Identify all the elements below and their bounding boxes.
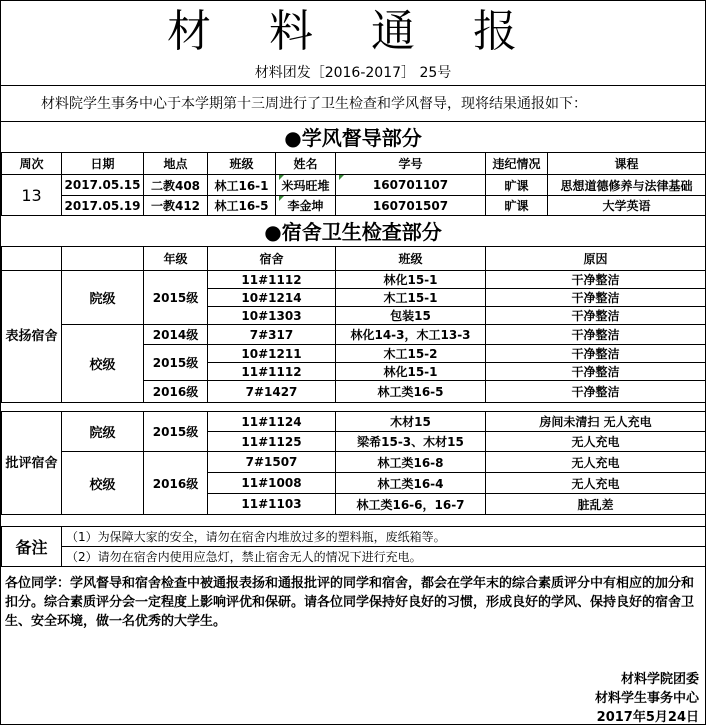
cell-room: 7#1507 xyxy=(208,452,336,473)
cell-course: 大学英语 xyxy=(548,196,706,216)
table-row xyxy=(2,452,706,473)
praise-table xyxy=(1,246,706,403)
cell-class: 林工类16-6，16-7 xyxy=(336,494,486,515)
grade-cell: 2015级 xyxy=(144,412,208,452)
cell-class: 林工类16-5 xyxy=(336,381,486,403)
cell-room: 7#1427 xyxy=(208,381,336,403)
criticize-school-label: 校级 xyxy=(62,452,144,515)
cell-room: 11#1125 xyxy=(208,432,336,452)
cell-room: 11#1008 xyxy=(208,473,336,494)
dorm-header-row xyxy=(2,247,706,271)
cell-place: 一教412 xyxy=(144,196,208,216)
cell-room: 11#1103 xyxy=(208,494,336,515)
header-class: 班级 xyxy=(208,153,276,175)
cell-reason: 脏乱差 xyxy=(486,494,706,515)
grade-cell: 2015级 xyxy=(144,271,208,325)
header-class: 班级 xyxy=(336,247,486,271)
cell-room: 10#1303 xyxy=(208,307,336,325)
note-item: （2）请勿在宿舍内使用应急灯，禁止宿舍无人的情况下进行充电。 xyxy=(62,547,706,567)
grade-cell: 2014级 xyxy=(144,325,208,345)
grade-cell: 2016级 xyxy=(144,452,208,515)
table-row xyxy=(2,175,706,196)
cell-room: 11#1112 xyxy=(208,363,336,381)
cell-class: 林化14-3，木工13-3 xyxy=(336,325,486,345)
signature-org1: 材料学院团委 xyxy=(620,672,699,687)
header-name: 姓名 xyxy=(276,153,336,175)
header-date: 日期 xyxy=(62,153,144,175)
cell-class: 木工15-2 xyxy=(336,345,486,363)
cell-class: 林工16-5 xyxy=(208,196,276,216)
table-row xyxy=(2,196,706,216)
table-row xyxy=(2,271,706,289)
praise-college-label: 院级 xyxy=(62,271,144,325)
signature-date: 2017年5月24日 xyxy=(596,710,699,725)
cell-reason: 干净整洁 xyxy=(486,325,706,345)
cell-course: 思想道德修养与法律基础 xyxy=(548,175,706,196)
cell-class: 林工类16-8 xyxy=(336,452,486,473)
cell-marker-icon xyxy=(339,175,344,180)
cell-room: 10#1211 xyxy=(208,345,336,363)
header-violation: 违纪情况 xyxy=(486,153,548,175)
document-number: 材料团发［2016-2017］ 25号 xyxy=(254,65,452,81)
cell-violation: 旷课 xyxy=(486,175,548,196)
header-week: 周次 xyxy=(2,153,62,175)
cell-class: 林工16-1 xyxy=(208,175,276,196)
header-grade: 年级 xyxy=(144,247,208,271)
header-course: 课程 xyxy=(548,153,706,175)
study-section-heading: ●学风督导部分 xyxy=(284,126,422,150)
note-row xyxy=(2,527,706,547)
grade-cell: 2016级 xyxy=(144,381,208,403)
cell-place: 二教408 xyxy=(144,175,208,196)
cell-student-id: 160701107 xyxy=(336,175,486,196)
cell-reason: 无人充电 xyxy=(486,473,706,494)
note-item: （1）为保障大家的安全，请勿在宿舍内堆放过多的塑料瓶，废纸箱等。 xyxy=(62,527,706,547)
cell-class: 木工15-1 xyxy=(336,289,486,307)
cell-date: 2017.05.19 xyxy=(62,196,144,216)
praise-school-label: 校级 xyxy=(62,325,144,403)
table-row xyxy=(2,412,706,432)
cell-violation: 旷课 xyxy=(486,196,548,216)
cell-reason: 干净整洁 xyxy=(486,271,706,289)
header-room: 宿舍 xyxy=(208,247,336,271)
cell-reason: 干净整洁 xyxy=(486,345,706,363)
cell-room: 7#317 xyxy=(208,325,336,345)
cell-reason: 房间未清扫 无人充电 xyxy=(486,412,706,432)
page-title: 材 料 通 报 xyxy=(167,6,539,57)
cell-room: 11#1112 xyxy=(208,271,336,289)
cell-class: 木材15 xyxy=(336,412,486,432)
note-row xyxy=(2,547,706,567)
criticize-label: 批评宿舍 xyxy=(2,412,62,515)
cell-room: 11#1124 xyxy=(208,412,336,432)
header-student-id: 学号 xyxy=(336,153,486,175)
grade-cell: 2015级 xyxy=(144,345,208,381)
cell-reason: 无人充电 xyxy=(486,452,706,473)
cell-name: 李金坤 xyxy=(276,196,336,216)
notes-label: 备注 xyxy=(2,527,62,567)
cell-class: 梁希15-3、木材15 xyxy=(336,432,486,452)
cell-name: 米玛旺堆 xyxy=(276,175,336,196)
week-number: 13 xyxy=(2,175,62,216)
intro-text: 材料院学生事务中心于本学期第十三周进行了卫生检查和学风督导，现将结果通报如下： xyxy=(1,85,705,122)
cell-class: 林工类16-4 xyxy=(336,473,486,494)
cell-class: 包装15 xyxy=(336,307,486,325)
signature-org2: 材料学生事务中心 xyxy=(594,691,699,706)
dorm-section-heading: ●宿舍卫生检查部分 xyxy=(264,220,442,244)
study-table xyxy=(1,152,706,216)
criticize-college-label: 院级 xyxy=(62,412,144,452)
cell-reason: 干净整洁 xyxy=(486,381,706,403)
study-header-row xyxy=(2,153,706,175)
praise-label: 表扬宿舍 xyxy=(2,271,62,403)
cell-reason: 无人充电 xyxy=(486,432,706,452)
closing-paragraph: 各位同学：学风督导和宿舍检查中被通报表扬和通报批评的同学和宿舍，都会在学年末的综合素质评分中有相应的加分和扣分。综合素质评分会一定程度上影响评优和保研。请各位同学保持好良好的习惯，形成良好的学风、保持良好的宿舍卫生、安全环境，做一名优秀的大学生。 xyxy=(5,576,695,629)
cell-class: 林化15-1 xyxy=(336,271,486,289)
cell-student-id: 160701507 xyxy=(336,196,486,216)
header-place: 地点 xyxy=(144,153,208,175)
table-row xyxy=(2,325,706,345)
cell-reason: 干净整洁 xyxy=(486,289,706,307)
cell-room: 10#1214 xyxy=(208,289,336,307)
criticize-table xyxy=(1,411,706,515)
notes-table xyxy=(1,526,706,567)
cell-class: 林化15-1 xyxy=(336,363,486,381)
cell-reason: 干净整洁 xyxy=(486,307,706,325)
cell-reason: 干净整洁 xyxy=(486,363,706,381)
cell-date: 2017.05.15 xyxy=(62,175,144,196)
cell-marker-icon xyxy=(279,196,284,201)
cell-marker-icon xyxy=(279,175,284,180)
header-reason: 原因 xyxy=(486,247,706,271)
